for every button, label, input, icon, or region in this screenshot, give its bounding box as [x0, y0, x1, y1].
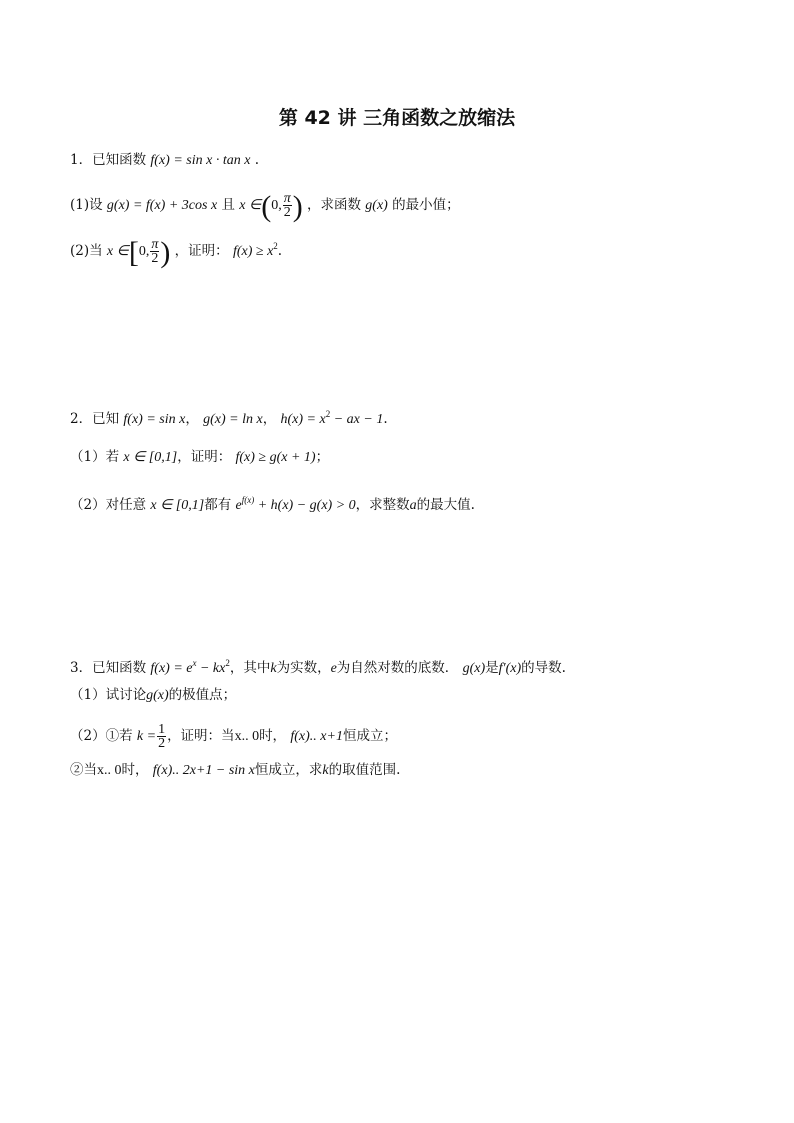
pi-over-two-fraction: $\frac{\pi}{2}$ [151, 237, 159, 266]
problem-2-part-1-end: ； [315, 449, 330, 465]
problem-2-h: h(x) = x [280, 412, 326, 427]
pi-over-two-fraction: $\frac{\pi}{2}$ [283, 191, 291, 220]
problem-2-part-1-text: ，证明： [177, 449, 232, 465]
problem-3-part-1 [70, 685, 236, 706]
problem-3-part-2-k: k = [136, 729, 157, 744]
problem-1-part-2-label: (2)当 [70, 243, 103, 259]
problem-1-part-2 [70, 236, 282, 268]
exponent: 2 [325, 409, 331, 419]
problem-3-part-3-label: ②当 [70, 762, 97, 778]
problem-3-part-1-label: （1）试讨论 [70, 687, 147, 703]
problem-3-g: g(x) [462, 661, 486, 676]
problem-3-label: 3．已知函数 [70, 660, 147, 676]
page-title: 第 42 讲 三角函数之放缩法 [278, 107, 516, 129]
problem-3-part-2-text2: 时， [259, 728, 287, 744]
problem-2-h-rest: − ax − 1 [330, 412, 384, 427]
variable-a: a [409, 498, 417, 513]
problem-2-part-2-text2: ，求整数 [355, 497, 410, 513]
problem-2-part-2-cond: x ∈ [0,1] [150, 498, 205, 513]
problem-1-function: f(x) = sin x · tan x [150, 153, 251, 168]
problem-3-part-1-end: 的极值点； [168, 687, 237, 703]
exponent: x [192, 658, 197, 668]
open-bracket: [ [128, 236, 139, 269]
euler-e: e [235, 498, 242, 513]
problem-1-part-2-text: ，证明： [174, 243, 229, 259]
problem-2-part-1 [70, 447, 329, 468]
problem-3-function: f(x) = e [150, 661, 193, 676]
problem-2-part-1-label: （1）若 [70, 449, 120, 465]
problem-3-part-2-expr: f(x).. x+1 [290, 729, 343, 744]
problem-3-text4: 是 [485, 660, 499, 676]
problem-2-f: f(x) = sin x [123, 412, 186, 427]
problem-2-intro [70, 404, 388, 430]
close-paren: ) [160, 236, 171, 269]
separator: ， [185, 411, 199, 427]
problem-2-part-2 [70, 490, 475, 516]
problem-3-part-3 [70, 760, 400, 781]
variable-k: k [322, 763, 329, 778]
problem-1-intro-end: . [254, 152, 260, 168]
problem-3-text3: 为自然对数的底数． [336, 660, 459, 676]
problem-2-part-2-label: （2）对任意 [70, 497, 147, 513]
problem-3-text2: 为实数， [276, 660, 331, 676]
euler-e: e [330, 661, 337, 676]
problem-1-part-2-expr: f(x) ≥ x [232, 244, 274, 259]
problem-1-intro [70, 150, 259, 171]
problem-2-intro-end: . [383, 411, 388, 427]
problem-1-part-1-label: (1)设 [70, 197, 103, 213]
problem-3-intro [70, 653, 566, 679]
interval-start: 0, [138, 244, 150, 259]
problem-3-part-3-expr: f(x).. 2x+1 − sin x [152, 763, 255, 778]
one-half-fraction: $\frac{1}{2}$ [158, 722, 166, 751]
separator: ， [262, 411, 277, 427]
problem-2-part-1-expr: f(x) ≥ g(x + 1) [235, 450, 316, 465]
problem-2-part-2-expr: + h(x) − g(x) > 0 [254, 498, 356, 513]
problem-2-part-1-cond: x ∈ [0,1] [123, 450, 178, 465]
problem-1-part-1-expr: g(x) = f(x) + 3cos x [106, 198, 218, 213]
problem-3-part-2-text: ，证明：当 [167, 728, 235, 744]
problem-1-part-2-cond: x ∈ [106, 244, 129, 259]
open-paren: ( [261, 190, 272, 223]
exponent: f(x) [241, 495, 255, 505]
problem-3-text1: ，其中 [229, 660, 271, 676]
variable-k: k [270, 661, 277, 676]
problem-3-part-2-label: （2）①若 [70, 728, 133, 744]
problem-3-part-3-cond: x.. 0 [97, 763, 122, 778]
problem-1-part-1 [70, 192, 460, 222]
problem-3-part-3-text2: 恒成立，求 [254, 762, 323, 778]
exponent: 2 [225, 658, 230, 668]
problem-3-part-2-cond: x.. 0 [234, 729, 260, 744]
interval-start: 0, [271, 198, 282, 213]
problem-3-part-3-end: 的取值范围. [328, 762, 401, 778]
problem-3-intro-end: 的导数. [521, 660, 566, 676]
problem-1-label: 1．已知函数 [70, 152, 147, 168]
close-paren: ) [292, 190, 303, 223]
exponent: 2 [273, 241, 278, 251]
problem-3-part-2-end: 恒成立； [342, 728, 397, 744]
problem-3-function-rest: − kx [196, 661, 226, 676]
problem-1-part-1-end: 的最小值； [392, 197, 460, 213]
problem-3-part-2 [70, 723, 397, 750]
problem-1-part-2-end: . [277, 243, 283, 259]
problem-1-part-1-mid: 且 [221, 197, 235, 213]
problem-1-part-1-text: ，求函数 [307, 197, 361, 213]
problem-2-part-2-text: 都有 [204, 497, 232, 513]
problem-1-part-1-cond: x ∈ [239, 198, 262, 213]
problem-2-part-2-end: 的最大值. [416, 497, 475, 513]
problem-3-part-1-g: g(x) [146, 688, 169, 703]
problem-2-g: g(x) = ln x [203, 412, 263, 427]
problem-3-part-3-text: 时， [121, 762, 149, 778]
problem-3-fprime: f′(x) [498, 661, 522, 676]
problem-2-label: 2．已知 [70, 411, 120, 427]
problem-1-part-1-g: g(x) [365, 198, 388, 213]
